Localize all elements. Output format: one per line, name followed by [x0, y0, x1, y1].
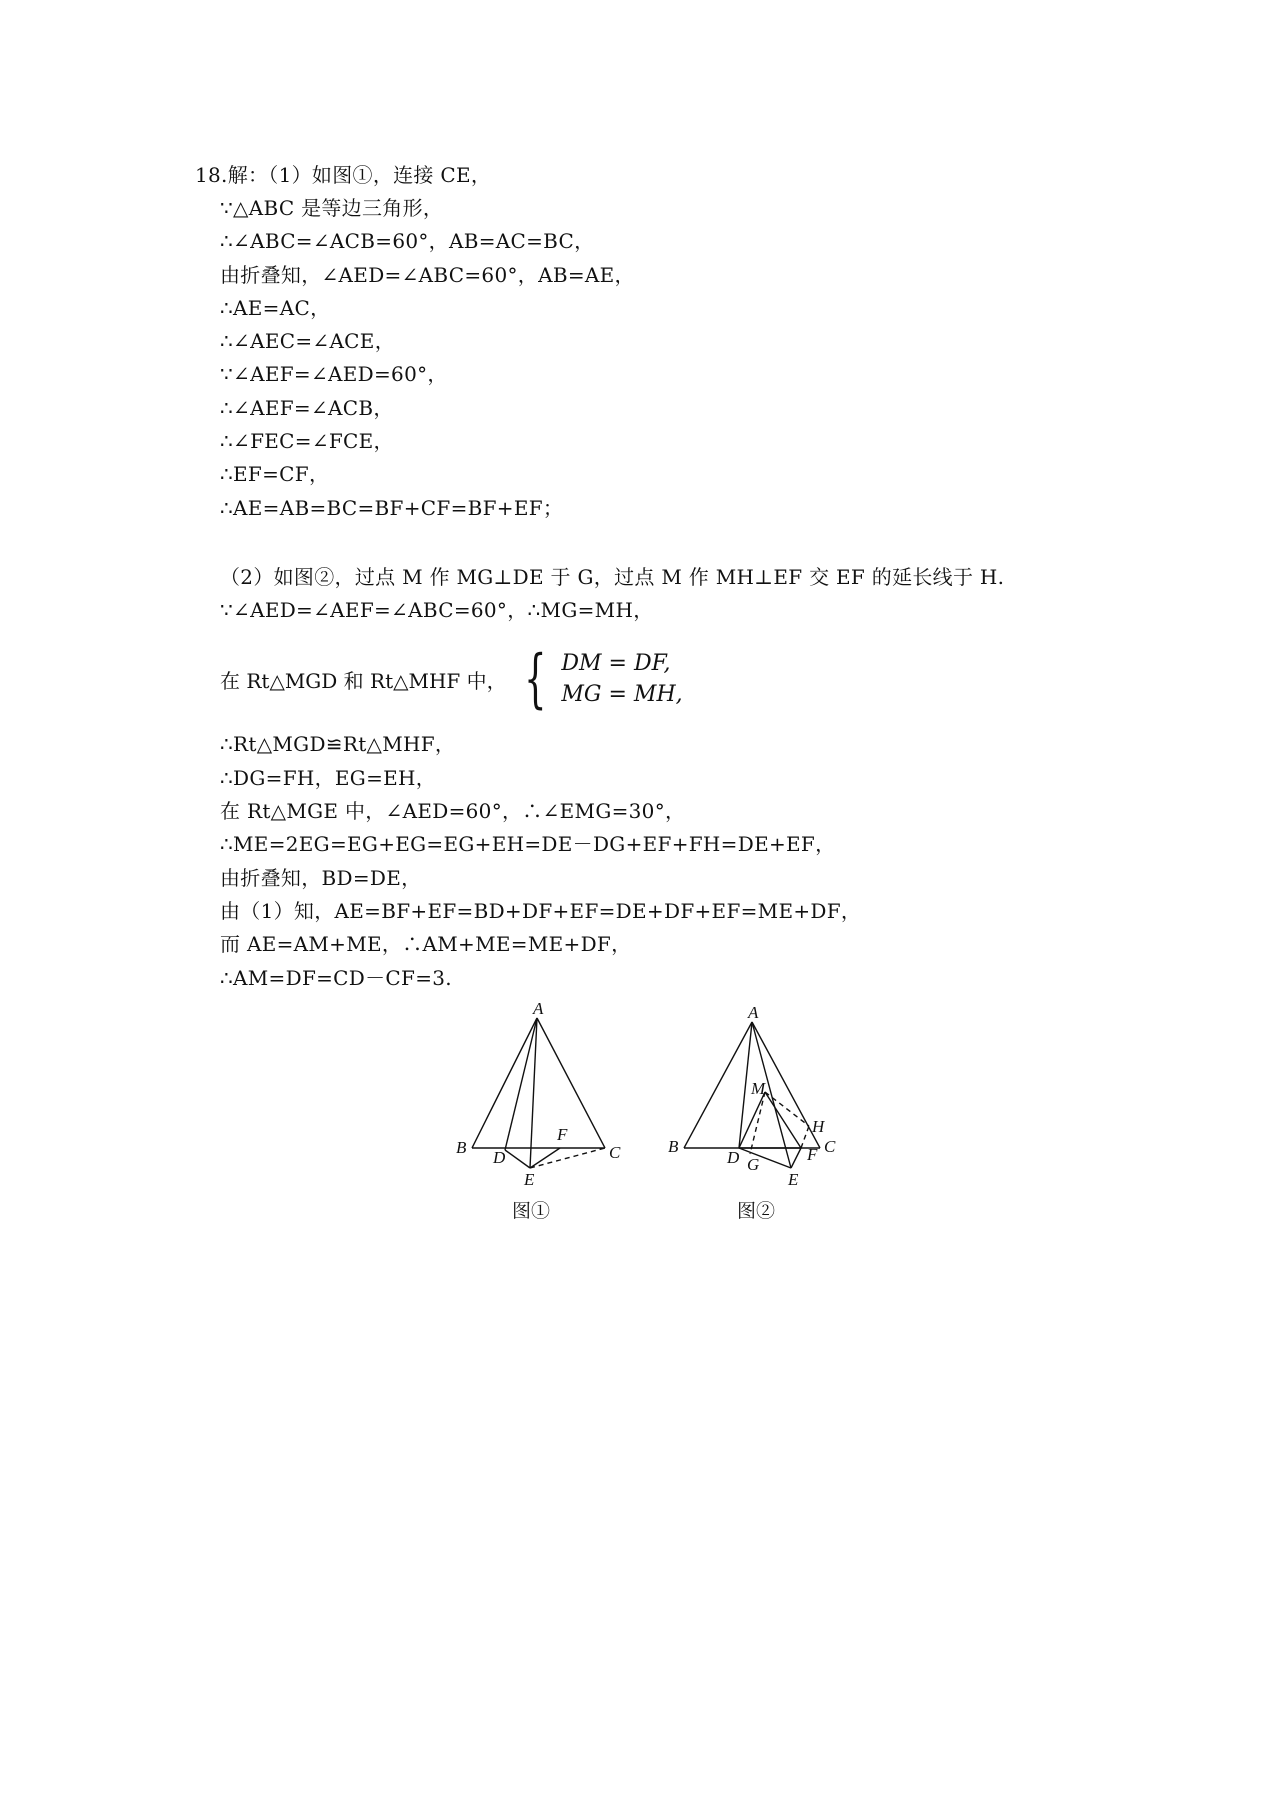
fig1-label-e: E — [524, 1170, 535, 1189]
figure-1-diagram — [450, 1000, 640, 1190]
brace-symbol: { — [523, 642, 547, 716]
text-line-5: ∴AE=AC， — [220, 296, 331, 320]
fig2-label-e: E — [788, 1170, 799, 1189]
text-line-7: ∵∠AEF=∠AED=60°， — [220, 362, 448, 386]
text-line-1: 18.解：（1）如图①，连接 CE， — [195, 163, 492, 187]
text-line-17: ∴ME=2EG=EG+EG=EG+EH=DE－DG+EF+FH=DE+EF， — [220, 832, 836, 856]
system-prefix: 在 Rt△MGD 和 Rt△MHF 中， — [220, 668, 507, 693]
text-line-20: 而 AE=AM+ME，∴AM+ME=ME+DF， — [220, 932, 632, 956]
fig2-label-g: G — [747, 1155, 760, 1174]
fig2-label-a: A — [748, 1003, 759, 1022]
text-line-16: 在 Rt△MGE 中，∠AED=60°，∴∠EMG=30°， — [220, 799, 686, 823]
fig2-label-h: H — [812, 1117, 825, 1136]
fig1-seg-de — [505, 1150, 530, 1168]
text-line-14: ∴Rt△MGD≌Rt△MHF， — [220, 732, 456, 756]
fig1-label-f: F — [557, 1125, 568, 1144]
text-line-19: 由（1）知，AE=BF+EF=BD+DF+EF=DE+DF+EF=ME+DF， — [220, 899, 862, 923]
equation-2: MG = MH, — [561, 682, 683, 707]
fig2-seg-ab — [684, 1022, 752, 1148]
text-line-9: ∴∠FEC=∠FCE， — [220, 429, 394, 453]
fig2-label-d: D — [727, 1148, 740, 1167]
fig2-label-c: C — [824, 1137, 836, 1156]
figure-2-diagram — [660, 1000, 860, 1190]
figure-1-caption: 图① — [512, 1200, 551, 1222]
equation-group — [561, 651, 682, 707]
fig2-label-m: M — [751, 1079, 766, 1098]
text-line-3: ∴∠ABC=∠ACB=60°，AB=AC=BC， — [220, 229, 595, 253]
figure-2-caption: 图② — [737, 1200, 776, 1222]
text-line-21: ∴AM=DF=CD－CF=3. — [220, 966, 452, 990]
fig1-seg-ec — [530, 1148, 605, 1168]
equation-system — [220, 642, 683, 716]
text-line-18: 由折叠知，BD=DE， — [220, 866, 422, 890]
fig2-seg-dm — [739, 1092, 765, 1148]
fig2-label-b: B — [668, 1137, 679, 1156]
equation-1: DM = DF, — [561, 651, 671, 676]
text-line-4: 由折叠知，∠AED=∠ABC=60°，AB=AE， — [220, 263, 635, 287]
text-line-13: ∵∠AED=∠AEF=∠ABC=60°，∴MG=MH， — [220, 598, 654, 622]
fig1-seg-ac — [537, 1018, 605, 1148]
text-line-2: ∵△ABC 是等边三角形， — [220, 196, 444, 220]
text-line-15: ∴DG=FH，EG=EH， — [220, 766, 437, 790]
fig1-seg-ef — [530, 1148, 560, 1168]
fig2-label-f: F — [807, 1145, 818, 1164]
fig2-seg-ef — [791, 1148, 801, 1168]
fig1-label-b: B — [456, 1138, 467, 1157]
text-line-12: （2）如图②，过点 M 作 MG⊥DE 于 G，过点 M 作 MH⊥EF 交 EF 的延长线于 H. — [220, 565, 1005, 589]
fig1-label-a: A — [533, 1000, 544, 1018]
text-line-6: ∴∠AEC=∠ACE， — [220, 329, 395, 353]
text-line-11: ∴AE=AB=BC=BF+CF=BF+EF； — [220, 496, 564, 520]
fig1-seg-ab — [472, 1018, 537, 1148]
text-line-8: ∴∠AEF=∠ACB， — [220, 396, 394, 420]
fig1-label-d: D — [493, 1148, 506, 1167]
fig1-label-c: C — [609, 1143, 621, 1162]
text-line-10: ∴EF=CF， — [220, 462, 330, 486]
fig2-seg-mg — [750, 1092, 765, 1154]
